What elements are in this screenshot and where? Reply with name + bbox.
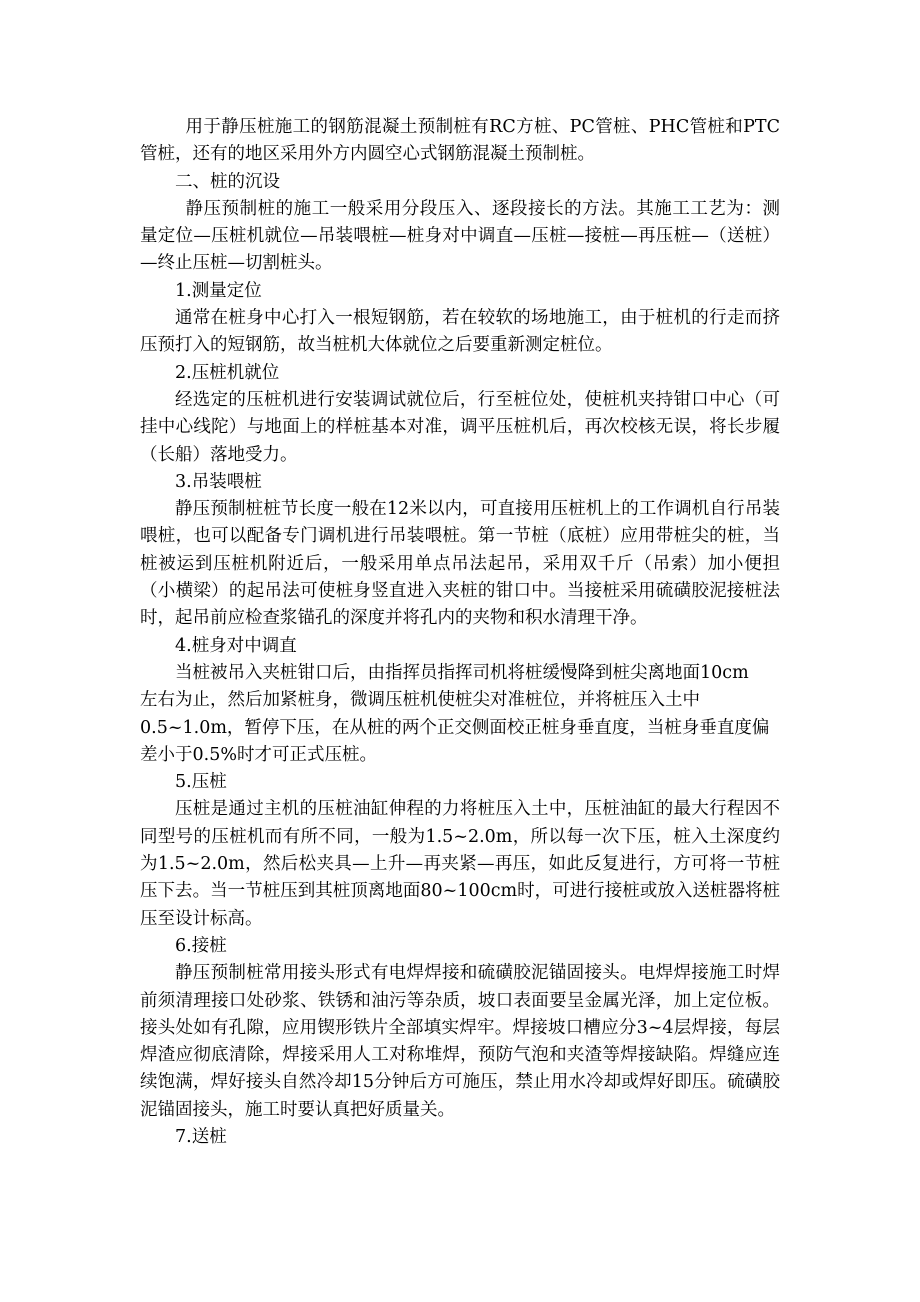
step-paragraph-machine-positioning: 经选定的压桩机进行安装调试就位后，行至桩位处，使桩机夹持钳口中心（可挂中心线陀）与地面上的样桩基本对准，调平压桩机后，再次校核无误，将长步履（长船）落地受力。 [140,389,780,465]
process-paragraph: 静压预制桩的施工一般采用分段压入、逐段接长的方法。其施工工艺为：测量定位—压桩机就位—吊装喂桩—桩身对中调直—压桩—接桩—再压桩—（送桩）—终止压桩—切割桩头。 [140,198,780,274]
step-paragraph-survey: 通常在桩身中心打入一根短钢筋，若在较软的场地施工，由于桩机的行走而挤压预打入的短钢筋，故当桩机大体就位之后要重新测定桩位。 [140,308,780,356]
step-heading-splicing: 6.接桩 [175,935,227,956]
step-paragraph-splicing: 静压预制桩常用接头形式有电焊焊接和硫磺胶泥锚固接头。电焊焊接施工时焊前须清理接口处砂浆、铁锈和油污等杂质，坡口表面要呈金属光泽，加上定位板。接头处如有孔隙，应用锲形铁片全部填实焊牢。焊接坡口槽应分3~4层焊接，每层焊渣应彻底清除，焊接采用人工对称堆焊，预防气泡和夹渣等焊接缺陷。焊缝应连续饱满，焊好接头自然冷却15分钟后方可施压，禁止用水冷却或焊好即压。硫磺胶泥锚固接头，施工时要认真把好质量关。 [140,963,780,1120]
document-page [140,114,780,1151]
step-heading-follower: 7.送桩 [175,1126,227,1147]
step-heading-machine-positioning: 2.压桩机就位 [175,362,280,383]
alignment-line-2: 左右为止，然后加紧桩身，微调压桩机使桩尖对准桩位，并将桩压入土中 [140,690,700,711]
step-heading-survey: 1.测量定位 [175,280,262,301]
intro-paragraph: 用于静压桩施工的钢筋混凝土预制桩有RC方桩、PC管桩、PHC管桩和PTC管桩，还有的地区采用外方内圆空心式钢筋混凝土预制桩。 [140,117,780,165]
alignment-line-4: 差小于0.5%时才可正式压桩。 [140,744,377,765]
step-paragraph-lifting: 静压预制桩桩节长度一般在12米以内，可直接用压桩机上的工作调机自行吊装喂桩，也可以配备专门调机进行吊装喂桩。第一节桩（底桩）应用带桩尖的桩，当桩被运到压桩机附近后，一般采用单点吊法起吊，采用双千斤（吊索）加小便担（小横梁）的起吊法可使桩身竖直进入夹桩的钳口中。当接桩采用硫磺胶泥接桩法时，起吊前应检查浆锚孔的深度并将孔内的夹物和积水清理干净。 [140,499,780,629]
section-heading-pile-sinking: 二、桩的沉设 [175,171,280,192]
step-heading-pressing: 5.压桩 [175,772,227,793]
step-paragraph-alignment [140,660,780,769]
alignment-line-3: 0.5~1.0m，暂停下压，在从桩的两个正交侧面校正桩身垂直度，当桩身垂直度偏 [140,717,770,738]
alignment-line-1: 当桩被吊入夹桩钳口后，由指挥员指挥司机将桩缓慢降到桩尖离地面10cm [175,662,749,683]
step-heading-lifting: 3.吊装喂桩 [175,471,262,492]
step-heading-alignment: 4.桩身对中调直 [175,635,297,656]
step-paragraph-pressing: 压桩是通过主机的压桩油缸伸程的力将桩压入土中，压桩油缸的最大行程因不同型号的压桩机而有所不同，一般为1.5~2.0m，所以每一次下压，桩入土深度约为1.5~2.0m，然后松夹具—上升—再夹紧—再压，如此反复进行，方可将一节桩压下去。当一节桩压到其桩顶离地面80~100cm时，可进行接桩或放入送桩器将桩压至设计标高。 [140,799,780,929]
